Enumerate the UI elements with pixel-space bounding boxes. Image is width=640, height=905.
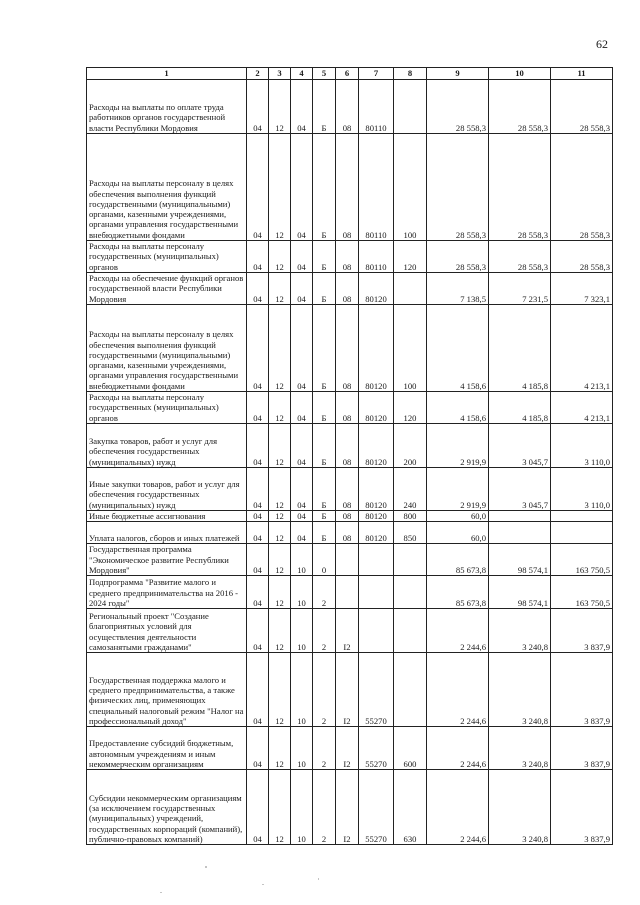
amount-year-2: 3 045,7 [489,468,551,511]
code-section: 12 [269,576,291,609]
amount-year-1: 2 244,6 [427,727,489,770]
amount-year-1: 4 158,6 [427,392,489,424]
code-section: 12 [269,727,291,770]
budget-table [86,67,613,845]
code-subprogram: Б [313,424,336,468]
scan-speck [160,892,162,893]
code-expense-type [394,609,427,653]
row-description: Уплата налогов, сборов и иных платежей [87,522,247,544]
code-expense-type [394,273,427,305]
amount-year-2: 98 574,1 [489,576,551,609]
row-description: Иные бюджетные ассигнования [87,511,247,522]
code-subprogram: Б [313,134,336,241]
row-description: Подпрограмма "Развитие малого и среднего предпринимательства на 2016 - 2024 годы" [87,576,247,609]
row-description: Расходы на выплаты персоналу в целях обеспечения выполнения функций государственными (муниципальными) органами, казенными учреждениями, органами управления государственными внебюджетными фондами [87,134,247,241]
code-direction: 80120 [359,273,394,305]
amount-year-2 [489,511,551,522]
code-ministry: 04 [247,511,269,522]
code-program: 04 [291,273,313,305]
code-program: 04 [291,511,313,522]
code-event: I2 [336,727,359,770]
table-row [87,609,613,653]
code-program: 04 [291,392,313,424]
code-ministry: 04 [247,80,269,134]
code-program: 10 [291,576,313,609]
row-description: Государственная поддержка малого и среднего предпринимательства, а также физических лиц, применяющих специальный налоговый режим "Налог на профессиональный доход" [87,653,247,727]
amount-year-3: 3 110,0 [551,424,613,468]
code-section: 12 [269,609,291,653]
table-row [87,468,613,511]
amount-year-2: 7 231,5 [489,273,551,305]
column-header-11: 11 [551,68,613,80]
amount-year-1: 7 138,5 [427,273,489,305]
code-event [336,576,359,609]
row-description: Государственная программа "Экономическое развитие Республики Мордовия" [87,544,247,576]
table-row [87,511,613,522]
amount-year-3: 3 837,9 [551,653,613,727]
column-header-4: 4 [291,68,313,80]
code-event: 08 [336,241,359,273]
code-direction [359,576,394,609]
amount-year-3: 3 837,9 [551,770,613,845]
code-expense-type: 800 [394,511,427,522]
code-section: 12 [269,424,291,468]
code-event [336,544,359,576]
amount-year-1: 60,0 [427,511,489,522]
amount-year-2: 3 240,8 [489,609,551,653]
code-subprogram: 2 [313,653,336,727]
amount-year-1: 85 673,8 [427,576,489,609]
code-program: 10 [291,770,313,845]
code-event: I2 [336,609,359,653]
code-section: 12 [269,770,291,845]
code-event: I2 [336,653,359,727]
table-body [87,80,613,845]
code-direction: 80110 [359,80,394,134]
column-header-8: 8 [394,68,427,80]
code-program: 10 [291,609,313,653]
code-event: 08 [336,468,359,511]
code-event: 08 [336,134,359,241]
code-section: 12 [269,511,291,522]
amount-year-3: 28 558,3 [551,80,613,134]
code-expense-type: 100 [394,134,427,241]
code-expense-type [394,653,427,727]
code-subprogram: 0 [313,544,336,576]
column-header-7: 7 [359,68,394,80]
code-expense-type [394,544,427,576]
code-subprogram: Б [313,273,336,305]
code-expense-type: 850 [394,522,427,544]
table-row [87,241,613,273]
code-expense-type: 600 [394,727,427,770]
code-subprogram: 2 [313,770,336,845]
amount-year-2 [489,522,551,544]
table-row [87,653,613,727]
code-program: 04 [291,305,313,392]
code-direction: 80110 [359,134,394,241]
code-event: 08 [336,522,359,544]
code-ministry: 04 [247,576,269,609]
amount-year-3: 163 750,5 [551,576,613,609]
column-header-5: 5 [313,68,336,80]
amount-year-3: 163 750,5 [551,544,613,576]
amount-year-2: 3 240,8 [489,727,551,770]
code-direction: 80120 [359,424,394,468]
code-section: 12 [269,241,291,273]
code-event: 08 [336,511,359,522]
table-row [87,392,613,424]
code-ministry: 04 [247,544,269,576]
amount-year-2: 4 185,8 [489,392,551,424]
code-event: 08 [336,424,359,468]
code-direction [359,544,394,576]
code-section: 12 [269,392,291,424]
table-row [87,134,613,241]
code-subprogram: Б [313,241,336,273]
code-program: 04 [291,424,313,468]
table-row [87,727,613,770]
code-subprogram: 2 [313,727,336,770]
amount-year-1: 28 558,3 [427,134,489,241]
code-ministry: 04 [247,522,269,544]
code-subprogram: Б [313,522,336,544]
code-expense-type [394,576,427,609]
code-program: 10 [291,653,313,727]
table-header-row [87,68,613,80]
amount-year-3: 4 213,1 [551,392,613,424]
code-ministry: 04 [247,305,269,392]
code-ministry: 04 [247,134,269,241]
code-direction: 80120 [359,392,394,424]
amount-year-3 [551,511,613,522]
code-direction: 55270 [359,653,394,727]
amount-year-2: 3 045,7 [489,424,551,468]
column-header-10: 10 [489,68,551,80]
code-program: 04 [291,80,313,134]
code-section: 12 [269,544,291,576]
code-program: 04 [291,522,313,544]
amount-year-1: 85 673,8 [427,544,489,576]
code-subprogram: 2 [313,609,336,653]
amount-year-2: 4 185,8 [489,305,551,392]
code-subprogram: Б [313,468,336,511]
row-description: Расходы на выплаты персоналу в целях обеспечения выполнения функций государственными (муниципальными) органами, казенными учреждениями, органами управления государственными внебюджетными фондами [87,305,247,392]
code-direction: 80120 [359,305,394,392]
amount-year-3: 28 558,3 [551,134,613,241]
code-direction [359,609,394,653]
table-row [87,544,613,576]
amount-year-2: 98 574,1 [489,544,551,576]
code-ministry: 04 [247,468,269,511]
code-direction: 80120 [359,511,394,522]
code-ministry: 04 [247,653,269,727]
code-expense-type: 100 [394,305,427,392]
code-event: 08 [336,392,359,424]
code-ministry: 04 [247,424,269,468]
amount-year-3 [551,522,613,544]
amount-year-3: 3 837,9 [551,609,613,653]
row-description: Расходы на выплаты персоналу государственных (муниципальных) органов [87,392,247,424]
scan-speck [205,866,207,868]
row-description: Закупка товаров, работ и услуг для обеспечения государственных (муниципальных) нужд [87,424,247,468]
code-section: 12 [269,305,291,392]
code-expense-type: 630 [394,770,427,845]
code-direction: 80120 [359,522,394,544]
page-number: 62 [596,37,608,51]
code-section: 12 [269,273,291,305]
table-row [87,770,613,845]
code-ministry: 04 [247,392,269,424]
amount-year-2: 28 558,3 [489,241,551,273]
code-expense-type [394,80,427,134]
amount-year-2: 28 558,3 [489,134,551,241]
code-section: 12 [269,468,291,511]
code-program: 04 [291,134,313,241]
code-section: 12 [269,134,291,241]
code-event: 08 [336,80,359,134]
row-description: Иные закупки товаров, работ и услуг для обеспечения государственных (муниципальных) нужд [87,468,247,511]
amount-year-3: 28 558,3 [551,241,613,273]
amount-year-1: 28 558,3 [427,241,489,273]
code-section: 12 [269,653,291,727]
scan-speck [318,878,319,880]
amount-year-1: 28 558,3 [427,80,489,134]
code-ministry: 04 [247,770,269,845]
amount-year-2: 3 240,8 [489,770,551,845]
code-ministry: 04 [247,273,269,305]
column-header-1: 1 [87,68,247,80]
code-event: 08 [336,273,359,305]
code-program: 04 [291,468,313,511]
amount-year-1: 4 158,6 [427,305,489,392]
row-description: Предоставление субсидий бюджетным, автономным учреждениям и иным некоммерческим организациям [87,727,247,770]
code-event: 08 [336,305,359,392]
code-subprogram: Б [313,511,336,522]
code-subprogram: Б [313,305,336,392]
row-description: Региональный проект "Создание благоприятных условий для осуществления деятельности самозанятыми гражданами" [87,609,247,653]
amount-year-1: 2 244,6 [427,609,489,653]
amount-year-1: 2 244,6 [427,653,489,727]
code-subprogram: 2 [313,576,336,609]
code-direction: 55270 [359,770,394,845]
code-expense-type: 240 [394,468,427,511]
code-ministry: 04 [247,609,269,653]
amount-year-3: 3 837,9 [551,727,613,770]
column-header-3: 3 [269,68,291,80]
row-description: Расходы на выплаты по оплате труда работников органов государственной власти Республики Мордовия [87,80,247,134]
amount-year-1: 2 244,6 [427,770,489,845]
code-event: I2 [336,770,359,845]
code-subprogram: Б [313,80,336,134]
code-subprogram: Б [313,392,336,424]
code-expense-type: 120 [394,392,427,424]
row-description: Субсидии некоммерческим организациям (за исключением государственных (муниципальных) учреждений, государственных корпораций (компаний), публично-правовых компаний) [87,770,247,845]
amount-year-3: 3 110,0 [551,468,613,511]
table-row [87,576,613,609]
table-row [87,273,613,305]
code-direction: 80120 [359,468,394,511]
code-program: 04 [291,241,313,273]
amount-year-1: 2 919,9 [427,468,489,511]
code-direction: 55270 [359,727,394,770]
column-header-6: 6 [336,68,359,80]
scan-speck [262,884,264,885]
code-direction: 80110 [359,241,394,273]
table-row [87,522,613,544]
code-expense-type: 120 [394,241,427,273]
row-description: Расходы на обеспечение функций органов государственной власти Республики Мордовия [87,273,247,305]
table-row [87,424,613,468]
code-section: 12 [269,80,291,134]
column-header-9: 9 [427,68,489,80]
column-header-2: 2 [247,68,269,80]
table-row [87,305,613,392]
amount-year-1: 60,0 [427,522,489,544]
code-program: 10 [291,727,313,770]
amount-year-2: 3 240,8 [489,653,551,727]
table-row [87,80,613,134]
amount-year-3: 4 213,1 [551,305,613,392]
amount-year-1: 2 919,9 [427,424,489,468]
code-program: 10 [291,544,313,576]
amount-year-3: 7 323,1 [551,273,613,305]
amount-year-2: 28 558,3 [489,80,551,134]
row-description: Расходы на выплаты персоналу государственных (муниципальных) органов [87,241,247,273]
code-expense-type: 200 [394,424,427,468]
code-ministry: 04 [247,241,269,273]
code-ministry: 04 [247,727,269,770]
code-section: 12 [269,522,291,544]
